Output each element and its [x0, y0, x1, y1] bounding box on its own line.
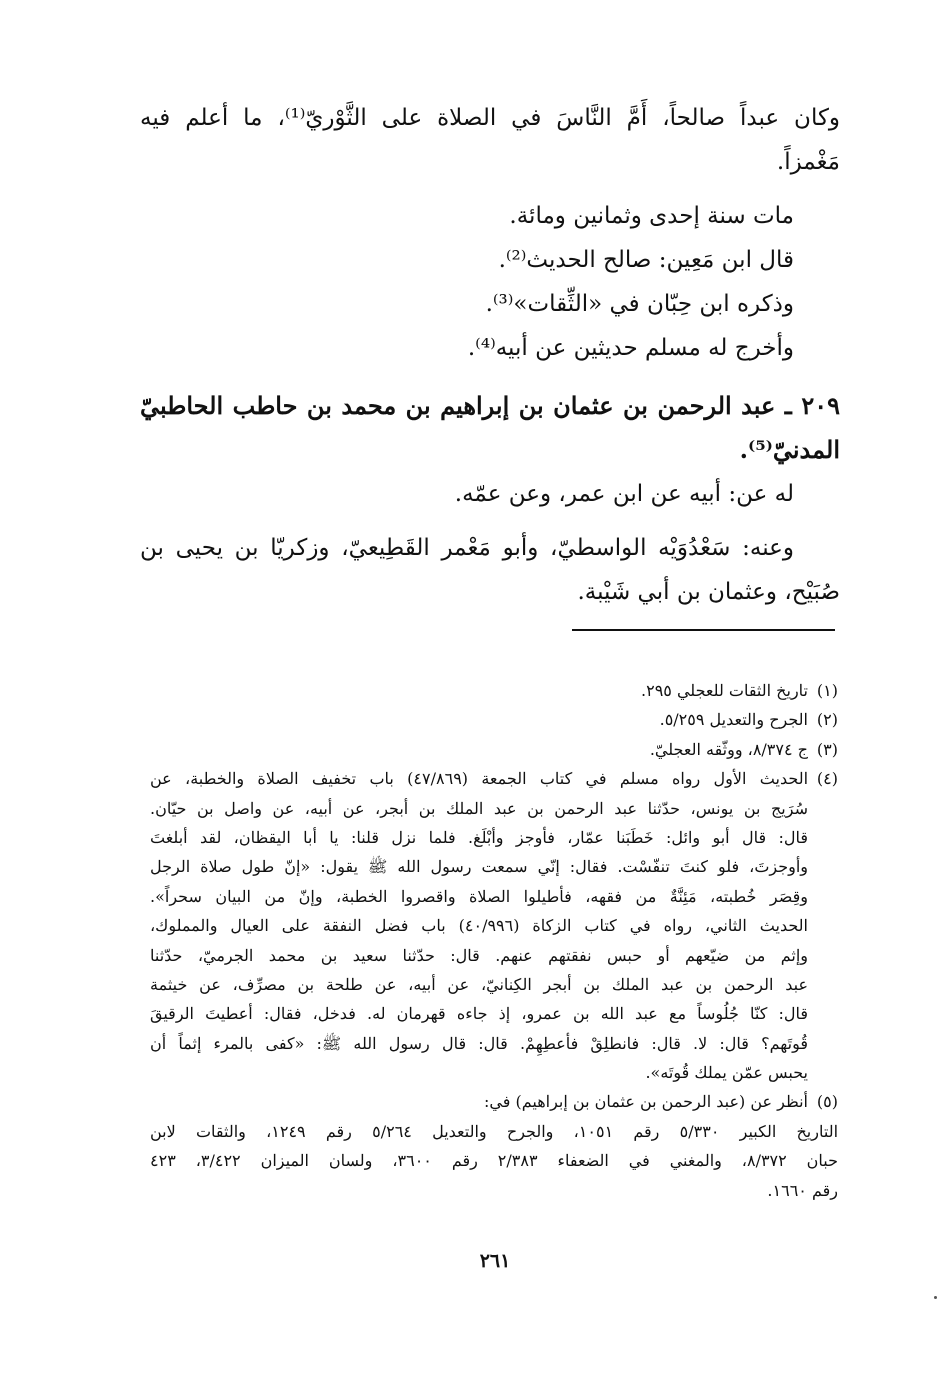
- entry-heading: ٢٠٩ ـ عبد الرحمن بن عثمان بن إبراهيم بن محمد بن حاطب الحاطبيّ: [140, 391, 840, 420]
- footnote-text: أنظر عن (عبد الرحمن بن عثمان بن إبراهيم) في:: [484, 1092, 808, 1112]
- footnote-text: تاريخ الثقات للعجلي ٢٩٥.: [641, 681, 808, 700]
- paragraph-line: مَغْمزاً.: [776, 149, 840, 175]
- paragraph-line: قال ابن مَعِين: صالح الحديث⁽²⁾.: [498, 247, 794, 273]
- footnote-5: [150, 1087, 838, 1116]
- paragraph-line: وأخرج له مسلم حديثين عن أبيه⁽⁴⁾.: [467, 335, 794, 361]
- footnote-line: وإثم من ضيّعهم أو حبس نفقتهم عنهم. قال: حدّثنا سعيد بن محمد الجرميّ، حدّثنا: [150, 945, 808, 965]
- main-text: [140, 96, 840, 614]
- footnote-line: قال: قال أبو وائل: خَطَبَنا عمّار، فأوجز وأبْلَغ. فلما نزل قلنا: يا أبا اليقظان، لقد أبلغتَ: [150, 827, 808, 847]
- footnote-number: (١): [816, 681, 838, 700]
- footnote-number: (٥): [816, 1092, 838, 1112]
- paragraph-line: له عن: أبيه عن ابن عمر، وعن عمّه.: [454, 481, 794, 507]
- footnote-3: [150, 735, 838, 764]
- scan-speck: [934, 1296, 937, 1299]
- footnote-line: رقم ١٦٦٠.: [767, 1180, 838, 1200]
- footnote-line: يحبس عمّن يملك قُوتَه».: [645, 1063, 808, 1083]
- footnote-line: قال: كنّا جُلُوساً مع عبد الله بن عمرو، إذ جاءه قهرمان له. فدخل، فقال: أعطيتَ الرقيقَ: [150, 1004, 809, 1024]
- paragraph-line: وعنه: سَعْدُوَيْه الواسطيّ، وأبو مَعْمر القَطِيعيّ، وزكريّا بن يحيى بن: [140, 535, 794, 561]
- footnote-number: (٢): [816, 710, 838, 730]
- paragraph-line: مات سنة إحدى وثمانين ومائة.: [509, 203, 794, 229]
- footnote-2: [150, 705, 838, 734]
- footnote-4: [150, 764, 838, 793]
- footnote-text: الجرح والتعديل ٥/٢٥٩.: [659, 710, 808, 730]
- footnote-line: قُوتَهم؟ قال: لا. قال: فانطلِقْ فأعطِهِمْ. قال: قال رسول الله ﷺ: «كفى بالمرء إثماً أن: [150, 1033, 808, 1053]
- footnote-line: وقِصَر خُطبته، مَئِنَّةٌ من فقهه، فأطيلوا الصلاة واقصروا الخطبة، وإنّ من البيان سحراً».: [150, 886, 808, 906]
- page-number: ٢٦١: [479, 1250, 511, 1272]
- footnote-text: ج ٨/٣٧٤، ووثّقه العجليّ.: [649, 739, 808, 759]
- footnote-text: الحديث الأول رواه مسلم في كتاب الجمعة (٤٧/٨٦٩) باب تخفيف الصلاة والخطبة، عن: [150, 769, 809, 789]
- footnote-number: (٤): [816, 769, 839, 789]
- footnote-1: [150, 676, 838, 705]
- footnotes: [150, 676, 838, 1205]
- entry-heading-cont: المدنيّ⁽⁵⁾.: [739, 435, 840, 464]
- footnote-line: عبد الرحمن بن عبد الملك بن أبجر الكِنانيّ، عن أبيه، عن طلحة بن مصرِّف، عن خيثمة: [150, 974, 808, 994]
- footnote-line: حبان ٨/٣٧٢، والمغني في الضعفاء ٢/٣٨٣ رقم ٣٦٠٠، ولسان الميزان ٣/٤٢٢، ٤٢٣: [150, 1151, 839, 1171]
- footnote-line: التاريخ الكبير ٥/٣٣٠ رقم ١٠٥١، والجرح والتعديل ٥/٢٦٤ رقم ١٢٤٩، والثقات لابن: [150, 1121, 839, 1141]
- paragraph-line: وكان عبداً صالحاً، أَمَّ النَّاسَ في الصلاة على الثَّوْريّ⁽¹⁾، ما أعلم فيه: [140, 105, 841, 131]
- footnote-line: وأوجزتَ، فلو كنتَ تنفّسْت. فقال: إنّي سمعت رسول الله ﷺ يقول: «إنّ طول صلاة الرجل: [150, 857, 808, 877]
- footnote-line: الحديث الثاني، رواه في كتاب الزكاة (٤٠/٩٩٦) باب فضل النفقة على العيال والمملوك،: [150, 916, 808, 936]
- footnote-line: سُرَيج بن يونس، حدّثنا عبد الرحمن بن عبد الملك بن أبجر، عن أبيه، عن واصل بن حيّان.: [150, 798, 808, 818]
- footnote-number: (٣): [816, 739, 838, 759]
- paragraph-line: وذكره ابن حِبّان في «الثِّقات»⁽³⁾.: [485, 291, 794, 317]
- paragraph-line: صُبَيْح، وعثمان بن أبي شَيْبة.: [577, 579, 840, 605]
- footnote-divider: [572, 629, 835, 631]
